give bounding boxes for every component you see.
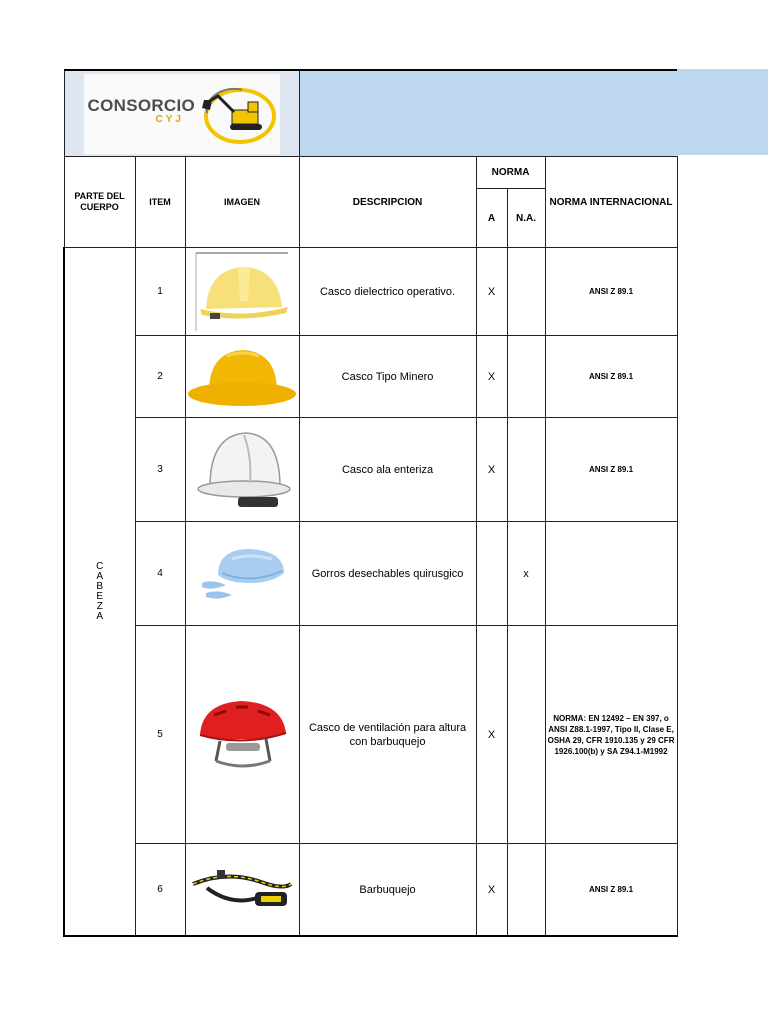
white-helmet-icon [192, 427, 292, 513]
logo-main-text: CONSORCIO [87, 95, 196, 115]
logo-row [64, 70, 677, 157]
mark-a: X [476, 626, 507, 844]
image-cell [185, 418, 299, 522]
mark-na [507, 844, 545, 937]
header-body-part: PARTE DEL CUERPO [64, 157, 135, 248]
logo-sub-text: CYJ [155, 113, 184, 125]
table-row [64, 336, 677, 418]
norma-international [545, 522, 677, 626]
mark-a: X [476, 844, 507, 937]
image-cell [185, 336, 299, 418]
excavator-icon [196, 82, 276, 144]
table-row [64, 522, 677, 626]
norma-international: ANSI Z 89.1 [545, 418, 677, 522]
header-item: ITEM [135, 157, 185, 248]
item-description: Casco Tipo Minero [299, 336, 476, 418]
image-cell [185, 522, 299, 626]
image-cell [185, 248, 299, 336]
mark-na [507, 336, 545, 418]
item-number: 5 [135, 626, 185, 844]
table-row [64, 418, 677, 522]
mark-na [507, 626, 545, 844]
item-number: 3 [135, 418, 185, 522]
header-norma: NORMA [476, 157, 545, 189]
body-part-label: CABEZA [96, 560, 104, 622]
norma-international: ANSI Z 89.1 [545, 336, 677, 418]
body-part-cell [64, 248, 135, 937]
disposable-cap-icon [192, 539, 292, 609]
mark-a [476, 522, 507, 626]
item-description: Barbuquejo [299, 844, 476, 937]
item-description: Casco de ventilación para altura con barbuquejo [299, 626, 476, 844]
logo-cell [64, 70, 299, 157]
yellow-full-brim-helmet-icon [187, 342, 297, 412]
company-logo [84, 74, 280, 154]
header-a: A [476, 189, 507, 248]
norma-international: ANSI Z 89.1 [545, 248, 677, 336]
item-number: 6 [135, 844, 185, 937]
mark-na [507, 248, 545, 336]
mark-na: x [507, 522, 545, 626]
title-cell [299, 70, 677, 157]
red-climbing-helmet-icon [192, 695, 292, 775]
item-description: Casco dielectrico operativo. [299, 248, 476, 336]
mark-na [507, 418, 545, 522]
table-row [64, 626, 677, 844]
norma-international: ANSI Z 89.1 [545, 844, 677, 937]
item-number: 2 [135, 336, 185, 418]
header-image: IMAGEN [185, 157, 299, 248]
item-number: 4 [135, 522, 185, 626]
ppe-table [63, 69, 678, 937]
item-description: Gorros desechables quirusgico [299, 522, 476, 626]
table-row [64, 844, 677, 937]
yellow-hard-hat-icon [192, 251, 292, 333]
item-description: Casco ala enteriza [299, 418, 476, 522]
image-cell [185, 844, 299, 937]
chin-strap-icon [187, 862, 297, 918]
mark-a: X [476, 336, 507, 418]
image-cell [185, 626, 299, 844]
norma-international: NORMA: EN 12492 – EN 397, o ANSI Z88.1-1997, Tipo II, Clase E, OSHA 29, CFR 1910.135 y 29 CFR 1926.100(b) y SA Z94.1-M1992 [545, 626, 677, 844]
header-na: N.A. [507, 189, 545, 248]
header-row [64, 157, 677, 189]
mark-a: X [476, 248, 507, 336]
table-row [64, 248, 677, 336]
item-number: 1 [135, 248, 185, 336]
mark-a: X [476, 418, 507, 522]
header-description: DESCRIPCION [299, 157, 476, 248]
header-international: NORMA INTERNACIONAL [545, 157, 677, 248]
